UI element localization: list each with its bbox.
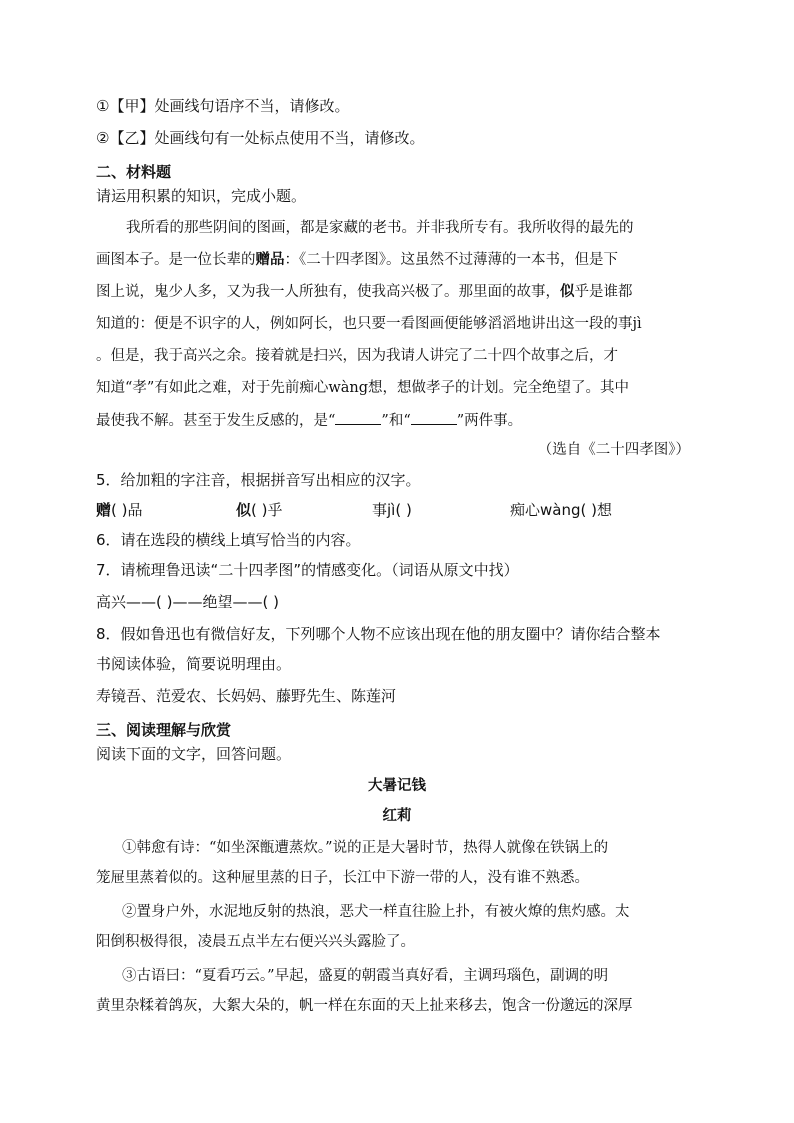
q5-item-ji: 事jì( ) [372, 501, 412, 519]
passage-text: 想，想做孝子的计划。完全绝望了。其中 [368, 380, 630, 396]
article-title: 大暑记钱 [368, 777, 426, 794]
passage-text: 知道“孝”有如此之难，对于先前痴心 [96, 380, 329, 396]
passage-text: 画图本子。是一位长辈的 [96, 252, 256, 268]
q5-rest: ( )乎 [251, 501, 283, 519]
section-title-materials: 二、材料题 [96, 163, 172, 181]
section-instruction-reading: 阅读下面的文字，回答问题。 [96, 745, 292, 763]
passage-text: ：《二十四孝图》。这虽然不过薄薄的一本书，但是下 [284, 252, 618, 268]
passage-source: （选自《二十四孝图》） [537, 442, 690, 458]
passage-text: 最使我不解。甚至于发生反感的，是“ [96, 413, 336, 429]
question-edit-jia: ①【甲】处画线句语序不当，请修改。 [96, 97, 350, 115]
passage-line-4 [96, 314, 642, 334]
passage-line-2 [96, 250, 618, 270]
question-7: 7．请梳理鲁迅读“二十四孝图”的情感变化。（词语从原文中找） [96, 561, 519, 579]
q5-char: 似 [236, 501, 252, 519]
q5-item-si [236, 500, 283, 520]
q8-names: 寿镜吾、范爱农、长妈妈、藤野先生、陈莲河 [96, 687, 397, 705]
passage-line-7 [96, 410, 522, 431]
pinyin-wang: wàng [328, 380, 369, 396]
passage-line-3 [96, 282, 633, 302]
question-5: 5．给加粗的字注音，根据拼音写出相应的汉字。 [96, 471, 421, 489]
passage-text: ”两件事。 [456, 413, 523, 429]
passage-line-5: 。但是，我于高兴之余。接着就是扫兴，因为我请人讲完了二十四个故事之后，才 [96, 348, 618, 364]
fill-blank-1[interactable] [335, 410, 381, 425]
question-edit-yi: ②【乙】处画线句有一处标点使用不当，请修改。 [96, 129, 425, 147]
q5-char: 赠 [96, 501, 112, 519]
question-8-line-1: 8．假如鲁迅也有微信好友，下列哪个人物不应该出现在他的朋友圈中？请你结合整本 [96, 625, 661, 643]
passage-line-1: 我所看的那些阴间的图画，都是家藏的老书。并非我所专有。我所收得的最先的 [126, 220, 634, 236]
passage-text: 知道的：便是不识字的人，例如阿长，也只要一看图画便能够滔滔地讲出这一段的事 [96, 316, 633, 332]
section-title-reading: 三、阅读理解与欣赏 [96, 721, 232, 739]
passage-text: ”和“ [381, 413, 411, 429]
article-paragraph-2-line-1: ②置身户外，水泥地反射的热浪，恶犬一样直往脸上扑，有被火燎的焦灼感。太 [122, 904, 630, 920]
article-author: 红莉 [382, 807, 412, 824]
bold-word-si: 似 [560, 283, 575, 300]
passage-text: 乎是谁都 [574, 284, 633, 300]
article-paragraph-1-line-2: 笼屉里蒸着似的。这种屉里蒸的日子，长江中下游一带的人，没有谁不熟悉。 [96, 870, 589, 886]
article-paragraph-2-line-2: 阳倒积极得很，凌晨五点半左右便兴兴头露脸了。 [96, 934, 415, 950]
article-paragraph-3-line-1: ③古语曰：“夏看巧云。”早起，盛夏的朝霞当真好看，主调玛瑙色，副调的明 [122, 968, 609, 984]
q5-rest: ( )品 [111, 501, 143, 519]
fill-blank-2[interactable] [411, 410, 457, 425]
bold-word-zengpin: 赠品 [255, 251, 285, 268]
question-6: 6．请在选段的横线上填写恰当的内容。 [96, 531, 361, 549]
article-paragraph-3-line-2: 黄里杂糅着鸽灰，大絮大朵的，帆一样在东面的天上扯来移去，饱含一份邈远的深厚 [96, 998, 633, 1014]
q5-item-zeng [96, 500, 143, 520]
question-8-line-2: 书阅读体验，简要说明理由。 [96, 655, 292, 673]
passage-text: 图上说，鬼少人多，又为我一人所独有，使我高兴极了。那里面的故事， [96, 284, 560, 300]
passage-line-6 [96, 378, 629, 398]
pinyin-ji: jì [632, 316, 642, 332]
section-instruction-materials: 请运用积累的知识，完成小题。 [96, 187, 307, 205]
article-paragraph-1-line-1: ①韩愈有诗：“如坐深甑遭蒸炊。”说的正是大暑时节，热得人就像在铁锅上的 [122, 840, 609, 856]
q7-answer-line: 高兴——( )——绝望——( ) [96, 593, 279, 611]
q5-item-wang: 痴心wàng( )想 [510, 501, 612, 519]
